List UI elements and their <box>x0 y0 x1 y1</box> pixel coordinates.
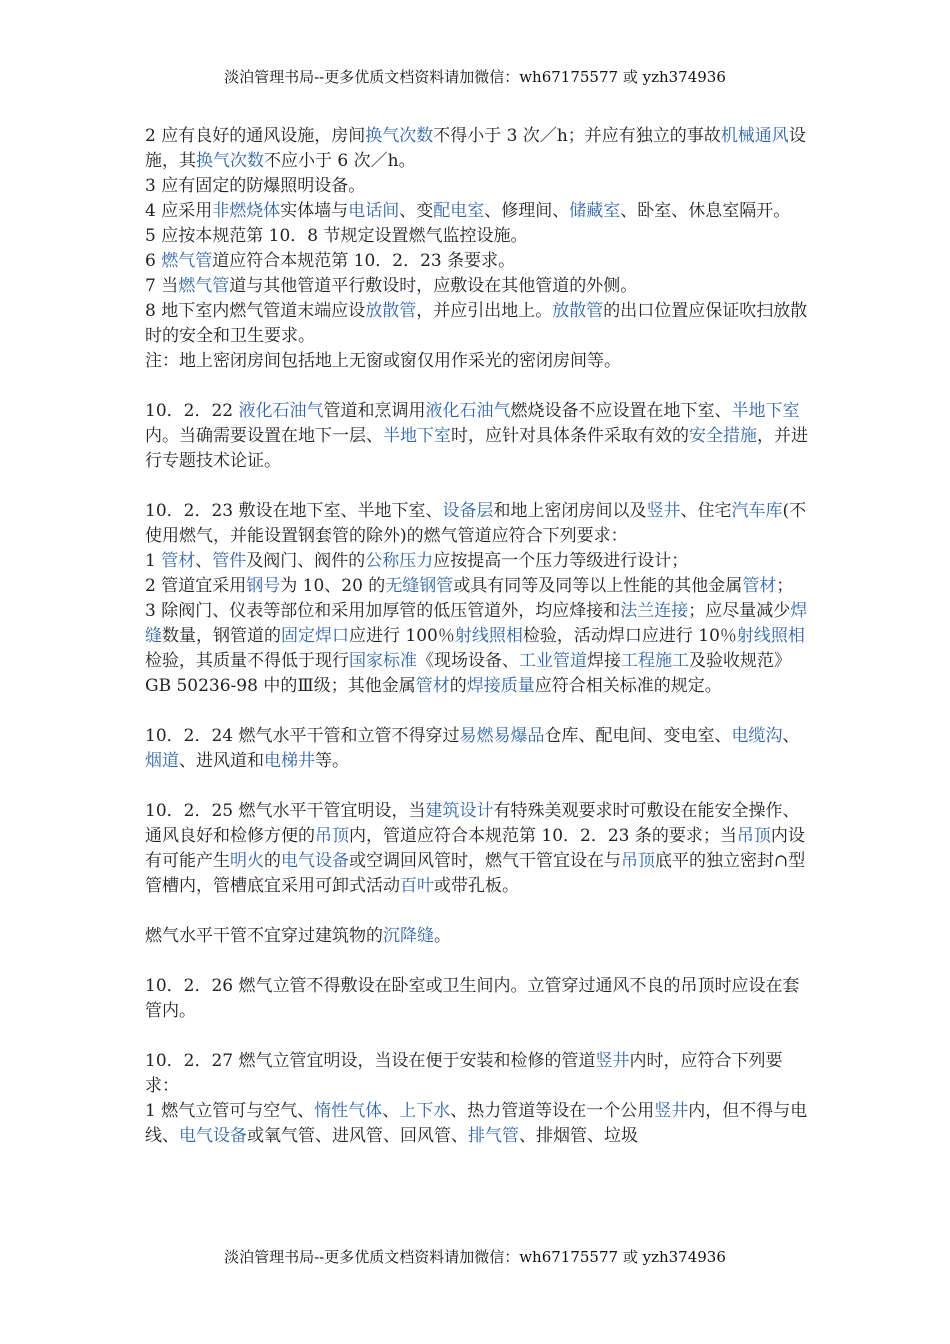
text-run: 或氧气管、进风管、回风管、 <box>247 1126 468 1146</box>
term-link[interactable]: 竖井 <box>595 1051 630 1071</box>
term-link[interactable]: 半地下室 <box>731 401 800 421</box>
term-link[interactable]: 百叶 <box>400 876 434 896</box>
paragraph <box>145 574 813 599</box>
term-link[interactable]: 非燃烧体 <box>212 201 281 221</box>
text-run: 10．2．26 燃气立管不得敷设在卧室或卫生间内。立管穿过通风不良的吊顶时应设在套管内。 <box>145 976 800 1021</box>
term-link[interactable]: 燃气管 <box>161 251 213 271</box>
paragraph <box>145 399 813 474</box>
text-run: 7 当 <box>145 276 179 296</box>
term-link[interactable]: 焊缝 <box>145 601 808 646</box>
paragraph-gap <box>145 774 813 799</box>
text-run: 内，管道应符合本规范第 10．2．23 条的要求；当 <box>349 826 737 846</box>
term-link[interactable]: 配电室 <box>433 201 485 221</box>
text-run: 10．2．24 燃气水平干管和立管不得穿过 <box>145 726 460 746</box>
term-link[interactable]: 燃气管 <box>178 276 230 296</box>
text-run: 内设有可能产生 <box>145 826 805 871</box>
paragraph <box>145 124 813 174</box>
text-run: 管道和烹调用 <box>323 401 426 421</box>
text-run: 应按提高一个压力等级进行设计； <box>433 551 689 571</box>
text-run: 3 应有固定的防爆照明设备。 <box>145 176 366 196</box>
text-run: 。 <box>434 926 451 946</box>
term-link[interactable]: 惰性气体 <box>314 1101 383 1121</box>
text-run: 道应符合本规范第 10．2．23 条要求。 <box>212 251 516 271</box>
term-link[interactable]: 焊接质量 <box>466 676 535 696</box>
paragraph <box>145 274 813 299</box>
text-run: 6 <box>145 251 162 271</box>
term-link[interactable]: 换气次数 <box>365 126 434 146</box>
text-run: 及验收规范》GB 50236-98 中的Ⅲ级；其他金属 <box>145 651 791 696</box>
term-link[interactable]: 管件 <box>212 551 247 571</box>
text-run: 10．2．27 燃气立管宜明设，当设在便于安装和检修的管道 <box>145 1051 596 1071</box>
term-link[interactable]: 电缆沟 <box>731 726 783 746</box>
text-run: 燃烧设备不应设置在地下室、 <box>510 401 732 421</box>
paragraph <box>145 549 813 574</box>
term-link[interactable]: 吊顶 <box>621 851 655 871</box>
text-run: 的 <box>264 851 281 871</box>
paragraph <box>145 1099 813 1149</box>
term-link[interactable]: 设备层 <box>442 501 494 521</box>
paragraph <box>145 499 813 549</box>
paragraph <box>145 1049 813 1099</box>
term-link[interactable]: 排气管 <box>468 1126 519 1146</box>
term-link[interactable]: 固定焊口 <box>281 626 349 646</box>
text-run: 实体墙与 <box>280 201 349 221</box>
term-link[interactable]: 液化石油气 <box>425 401 511 421</box>
term-link[interactable]: 沉降缝 <box>383 926 434 946</box>
text-run: 8 地下室内燃气管道末端应设 <box>145 301 366 321</box>
text-run: 和地上密闭房间以及 <box>493 501 647 521</box>
term-link[interactable]: 储藏室 <box>569 201 621 221</box>
term-link[interactable]: 电气设备 <box>179 1126 247 1146</box>
term-link[interactable]: 电梯井 <box>264 751 315 771</box>
paragraph-gap <box>145 1024 813 1049</box>
text-run: 或空调回风管时，燃气干管宜设在与 <box>349 851 621 871</box>
term-link[interactable]: 吊顶 <box>315 826 349 846</box>
term-link[interactable]: 公称压力 <box>365 551 434 571</box>
term-link[interactable]: 机械通风 <box>720 126 789 146</box>
text-run: 、 <box>382 1101 400 1121</box>
paragraph <box>145 724 813 774</box>
term-link[interactable]: 管材 <box>161 551 196 571</box>
text-run: 为 10、20 的 <box>280 576 386 596</box>
text-run: ，并进行专题技术论证。 <box>145 426 808 471</box>
text-run: 道与其他管道平行敷设时，应敷设在其他管道的外侧。 <box>229 276 638 296</box>
text-run: 的出口位置应保证吹扫放散时的安全和卫生要求。 <box>145 301 808 346</box>
term-link[interactable]: 管材 <box>742 576 777 596</box>
paragraph <box>145 199 813 224</box>
paragraph <box>145 349 813 374</box>
text-run: 内时，应符合下列要求： <box>145 1051 783 1096</box>
page-footer: 淡泊管理书局--更多优质文档资料请加微信：wh67175577 或 yzh374936 <box>224 1248 726 1266</box>
page-header: 淡泊管理书局--更多优质文档资料请加微信：wh67175577 或 yzh374936 <box>224 68 726 86</box>
term-link[interactable]: 易燃易爆品 <box>459 726 545 746</box>
text-run: 或具有同等及同等以上性能的其他金属 <box>453 576 743 596</box>
text-run: 内，但不得与电线、 <box>145 1101 808 1146</box>
text-run: ； <box>776 576 794 596</box>
text-run: 10．2．25 燃气水平干管宜明设，当 <box>145 801 426 821</box>
paragraph <box>145 974 813 1024</box>
term-link[interactable]: 放散管 <box>552 301 604 321</box>
text-run: 检验，活动焊口应进行 10％ <box>522 626 737 646</box>
text-run: 设施，其 <box>145 126 806 171</box>
term-link[interactable]: 安全措施 <box>689 426 757 446</box>
term-link[interactable]: 国家标准 <box>349 651 417 671</box>
term-link[interactable]: 吊顶 <box>736 826 771 846</box>
term-link[interactable]: 法兰连接 <box>620 601 689 621</box>
text-run: 燃气水平干管不宜穿过建筑物的 <box>145 926 383 946</box>
text-run: 5 应按本规范第 10．8 节规定设置燃气监控设施。 <box>145 226 528 246</box>
text-run: 数量，钢管道的 <box>162 626 281 646</box>
text-run: 2 应有良好的通风设施，房间 <box>145 126 366 146</box>
text-run: ，并应引出地上。 <box>416 301 553 321</box>
term-link[interactable]: 建筑设计 <box>425 801 494 821</box>
document-body <box>145 124 813 1149</box>
text-run: 的 <box>449 676 467 696</box>
text-run: 焊接 <box>587 651 621 671</box>
term-link[interactable]: 竖井 <box>646 501 681 521</box>
paragraph <box>145 599 813 699</box>
text-run: 10．2．22 <box>145 401 239 421</box>
term-link[interactable]: 电话间 <box>348 201 400 221</box>
term-link[interactable]: 无缝钢管 <box>385 576 454 596</box>
text-run: 《现场设备、 <box>417 651 519 671</box>
text-run: 、变 <box>399 201 434 221</box>
paragraph-gap <box>145 374 813 399</box>
text-run: 、住宅 <box>680 501 732 521</box>
term-link[interactable]: 换气次数 <box>196 151 264 171</box>
text-run: 有特殊美观要求时可敷设在能安全操作、通风良好和检修方便的 <box>145 801 800 846</box>
paragraph <box>145 299 813 349</box>
text-run: 应符合相关标准的规定。 <box>534 676 722 696</box>
text-run: 、 <box>782 726 800 746</box>
text-run: 或带孔板。 <box>434 876 519 896</box>
term-link[interactable]: 电气设备 <box>281 851 349 871</box>
text-run: 不应小于 6 次／h。 <box>264 151 416 171</box>
paragraph-gap <box>145 899 813 924</box>
paragraph-gap <box>145 474 813 499</box>
text-run: 、修理间、 <box>484 201 570 221</box>
paragraph <box>145 224 813 249</box>
term-link[interactable]: 放散管 <box>365 301 417 321</box>
text-run: 底平的独立密封∩型管槽内，管槽底宜采用可卸式活动 <box>145 851 806 896</box>
text-run: 10．2．23 敷设在地下室、半地下室、 <box>145 501 443 521</box>
paragraph <box>145 174 813 199</box>
text-run: 及阀门、阀件的 <box>246 551 366 571</box>
text-run: 检验，其质量不得低于现行 <box>145 651 349 671</box>
text-run: 1 燃气立管可与空气、 <box>145 1101 315 1121</box>
text-run: ；应尽量减少 <box>688 601 791 621</box>
term-link[interactable]: 液化石油气 <box>238 401 324 421</box>
term-link[interactable]: 烟道 <box>145 751 179 771</box>
term-link[interactable]: 管材 <box>415 676 450 696</box>
text-run: 等。 <box>315 751 349 771</box>
paragraph <box>145 799 813 899</box>
term-link[interactable]: 射线照相 <box>454 626 523 646</box>
text-run: 、 <box>195 551 213 571</box>
text-run: 时，应针对具体条件采取有效的 <box>451 426 689 446</box>
paragraph-gap <box>145 949 813 974</box>
term-link[interactable]: 上下水 <box>399 1101 451 1121</box>
text-run: (不使用燃气，并能设置钢套管的除外)的燃气管道应符合下列要求： <box>145 501 807 546</box>
text-run: 、进风道和 <box>179 751 264 771</box>
text-run: 1 <box>145 551 162 571</box>
term-link[interactable]: 汽车库 <box>731 501 783 521</box>
term-link[interactable]: 明火 <box>230 851 264 871</box>
paragraph <box>145 249 813 274</box>
text-run: 内。当确需要设置在地下一层、 <box>145 426 383 446</box>
text-run: 2 管道宜采用 <box>145 576 247 596</box>
term-link[interactable]: 工业管道 <box>519 651 587 671</box>
term-link[interactable]: 钢号 <box>246 576 281 596</box>
term-link[interactable]: 竖井 <box>654 1101 689 1121</box>
text-run: 、卧室、休息室隔开。 <box>620 201 791 221</box>
text-run: 、排烟管、垃圾 <box>519 1126 638 1146</box>
text-run: 不得小于 3 次／h；并应有独立的事故 <box>433 126 721 146</box>
text-run: 、热力管道等设在一个公用 <box>450 1101 655 1121</box>
paragraph <box>145 924 813 949</box>
text-run: 3 除阀门、仪表等部位和采用加厚管的低压管道外，均应烽接和 <box>145 601 621 621</box>
term-link[interactable]: 半地下室 <box>383 426 451 446</box>
text-run: 注：地上密闭房间包括地上无窗或窗仅用作采光的密闭房间等。 <box>145 351 621 371</box>
paragraph-gap <box>145 699 813 724</box>
text-run: 应进行 100％ <box>349 626 455 646</box>
term-link[interactable]: 工程施工 <box>621 651 689 671</box>
term-link[interactable]: 射线照相 <box>736 626 805 646</box>
text-run: 仓库、配电间、变电室、 <box>544 726 732 746</box>
text-run: 4 应采用 <box>145 201 213 221</box>
